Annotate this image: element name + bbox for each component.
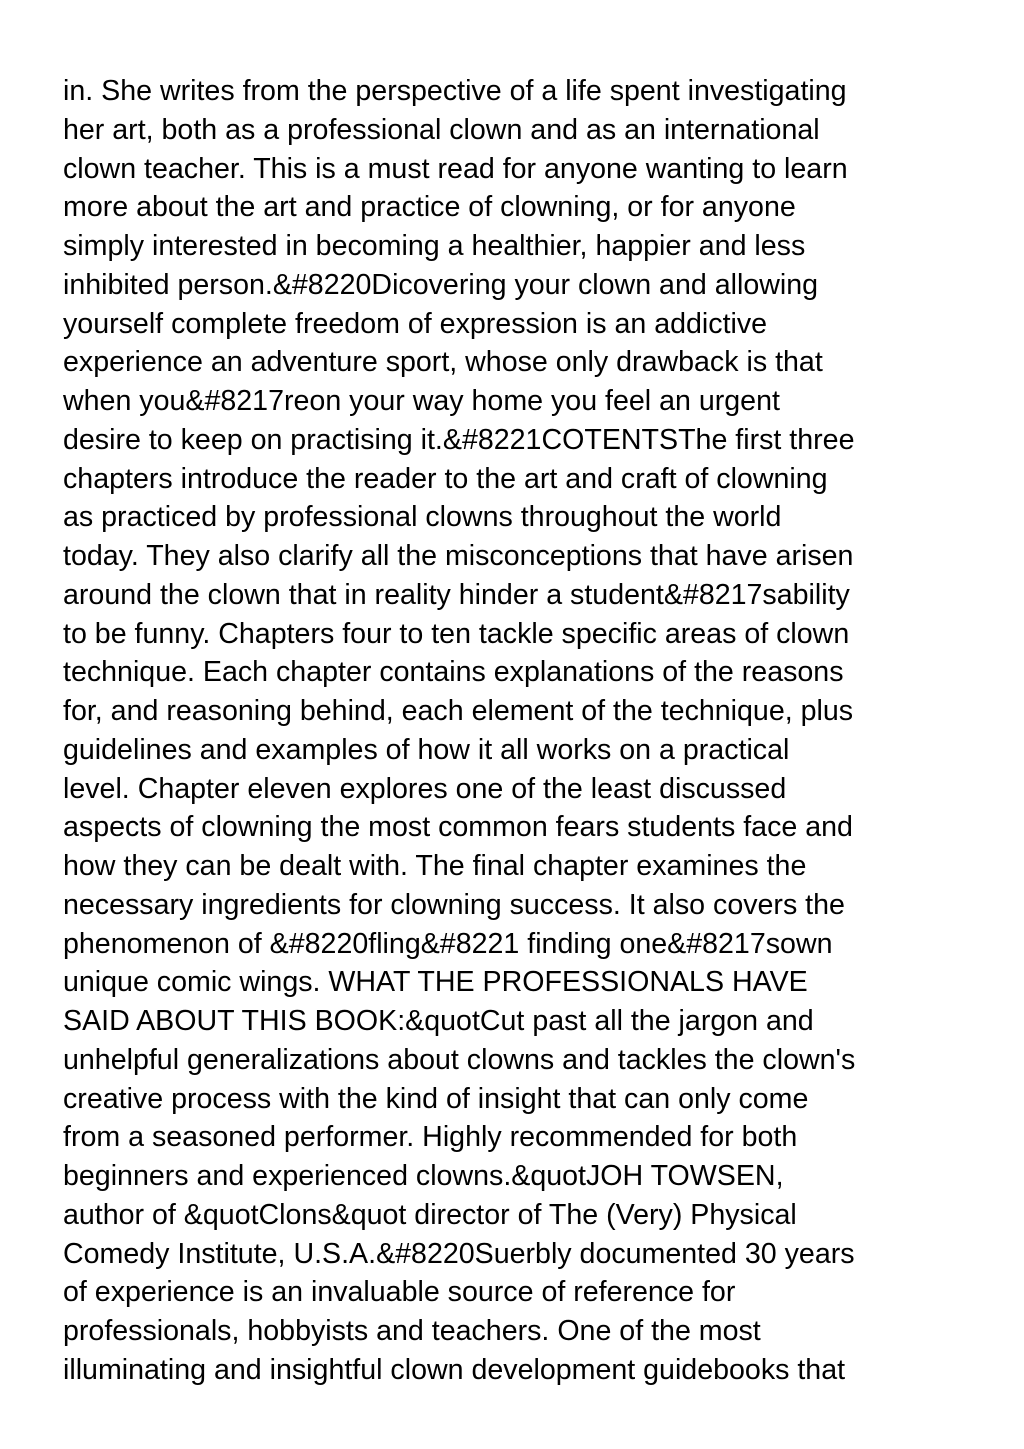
text-line: of experience is an invaluable source of reference for [63,1276,736,1309]
text-line: SAID ABOUT THIS BOOK:&quotCut past all the jargon and [63,1005,814,1037]
text-line: beginners and experienced clowns.&quotJOH TOWSEN, [63,1160,784,1192]
text-line: illuminating and insightful clown development guidebooks that [63,1353,846,1386]
text-line: aspects of clowning the most common fears students face and [63,811,853,844]
text-line: desire to keep on practising it.&#8221COTENTSThe first three [63,423,855,456]
text-line: when you&#8217reon your way home you feel an urgent [63,385,780,417]
text-line: level. Chapter eleven explores one of the least discussed [63,772,787,805]
text-line: to be funny. Chapters four to ten tackle specific areas of clown [63,617,850,650]
text-line: technique. Each chapter contains explanations of the reasons [63,656,844,689]
text-line: yourself complete freedom of expression is an addictive [63,307,768,340]
text-line: simply interested in becoming a healthier, happier and less [63,230,806,262]
text-line: from a seasoned performer. Highly recommended for both [63,1121,798,1154]
text-line: as practiced by professional clowns throughout the world [63,501,782,534]
text-line: creative process with the kind of insight that can only come [63,1082,809,1115]
text-line: author of &quotClons&quot director of The (Very) Physical [63,1198,797,1231]
text-line: inhibited person.&#8220Dicovering your clown and allowing [63,268,819,301]
text-line: her art, both as a professional clown and as an international [63,113,820,146]
text-line: in. She writes from the perspective of a life spent investigating [63,75,847,107]
text-line: unhelpful generalizations about clowns and tackles the clown's [63,1043,856,1076]
text-line: necessary ingredients for clowning success. It also covers the [63,888,845,921]
text-line: clown teacher. This is a must read for anyone wanting to learn [63,152,848,185]
body-text [63,72,1023,1390]
text-line: chapters introduce the reader to the art and craft of clowning [63,462,828,495]
text-line: how they can be dealt with. The final chapter examines the [63,850,807,882]
text-line: more about the art and practice of clowning, or for anyone [63,191,796,224]
text-line: guidelines and examples of how it all works on a practical [63,733,790,766]
text-line: experience an adventure sport, whose only drawback is that [63,346,823,379]
text-line: for, and reasoning behind, each element of the technique, plus [63,695,854,727]
text-line: phenomenon of &#8220fling&#8221 finding one&#8217sown [63,927,833,960]
text-line: around the clown that in reality hinder a student&#8217sability [63,578,850,611]
text-line: today. They also clarify all the misconceptions that have arisen [63,540,854,572]
text-line: Comedy Institute, U.S.A.&#8220Suerbly documented 30 years [63,1237,855,1270]
text-line: professionals, hobbyists and teachers. One of the most [63,1315,761,1347]
text-line: unique comic wings. WHAT THE PROFESSIONALS HAVE [63,966,808,999]
